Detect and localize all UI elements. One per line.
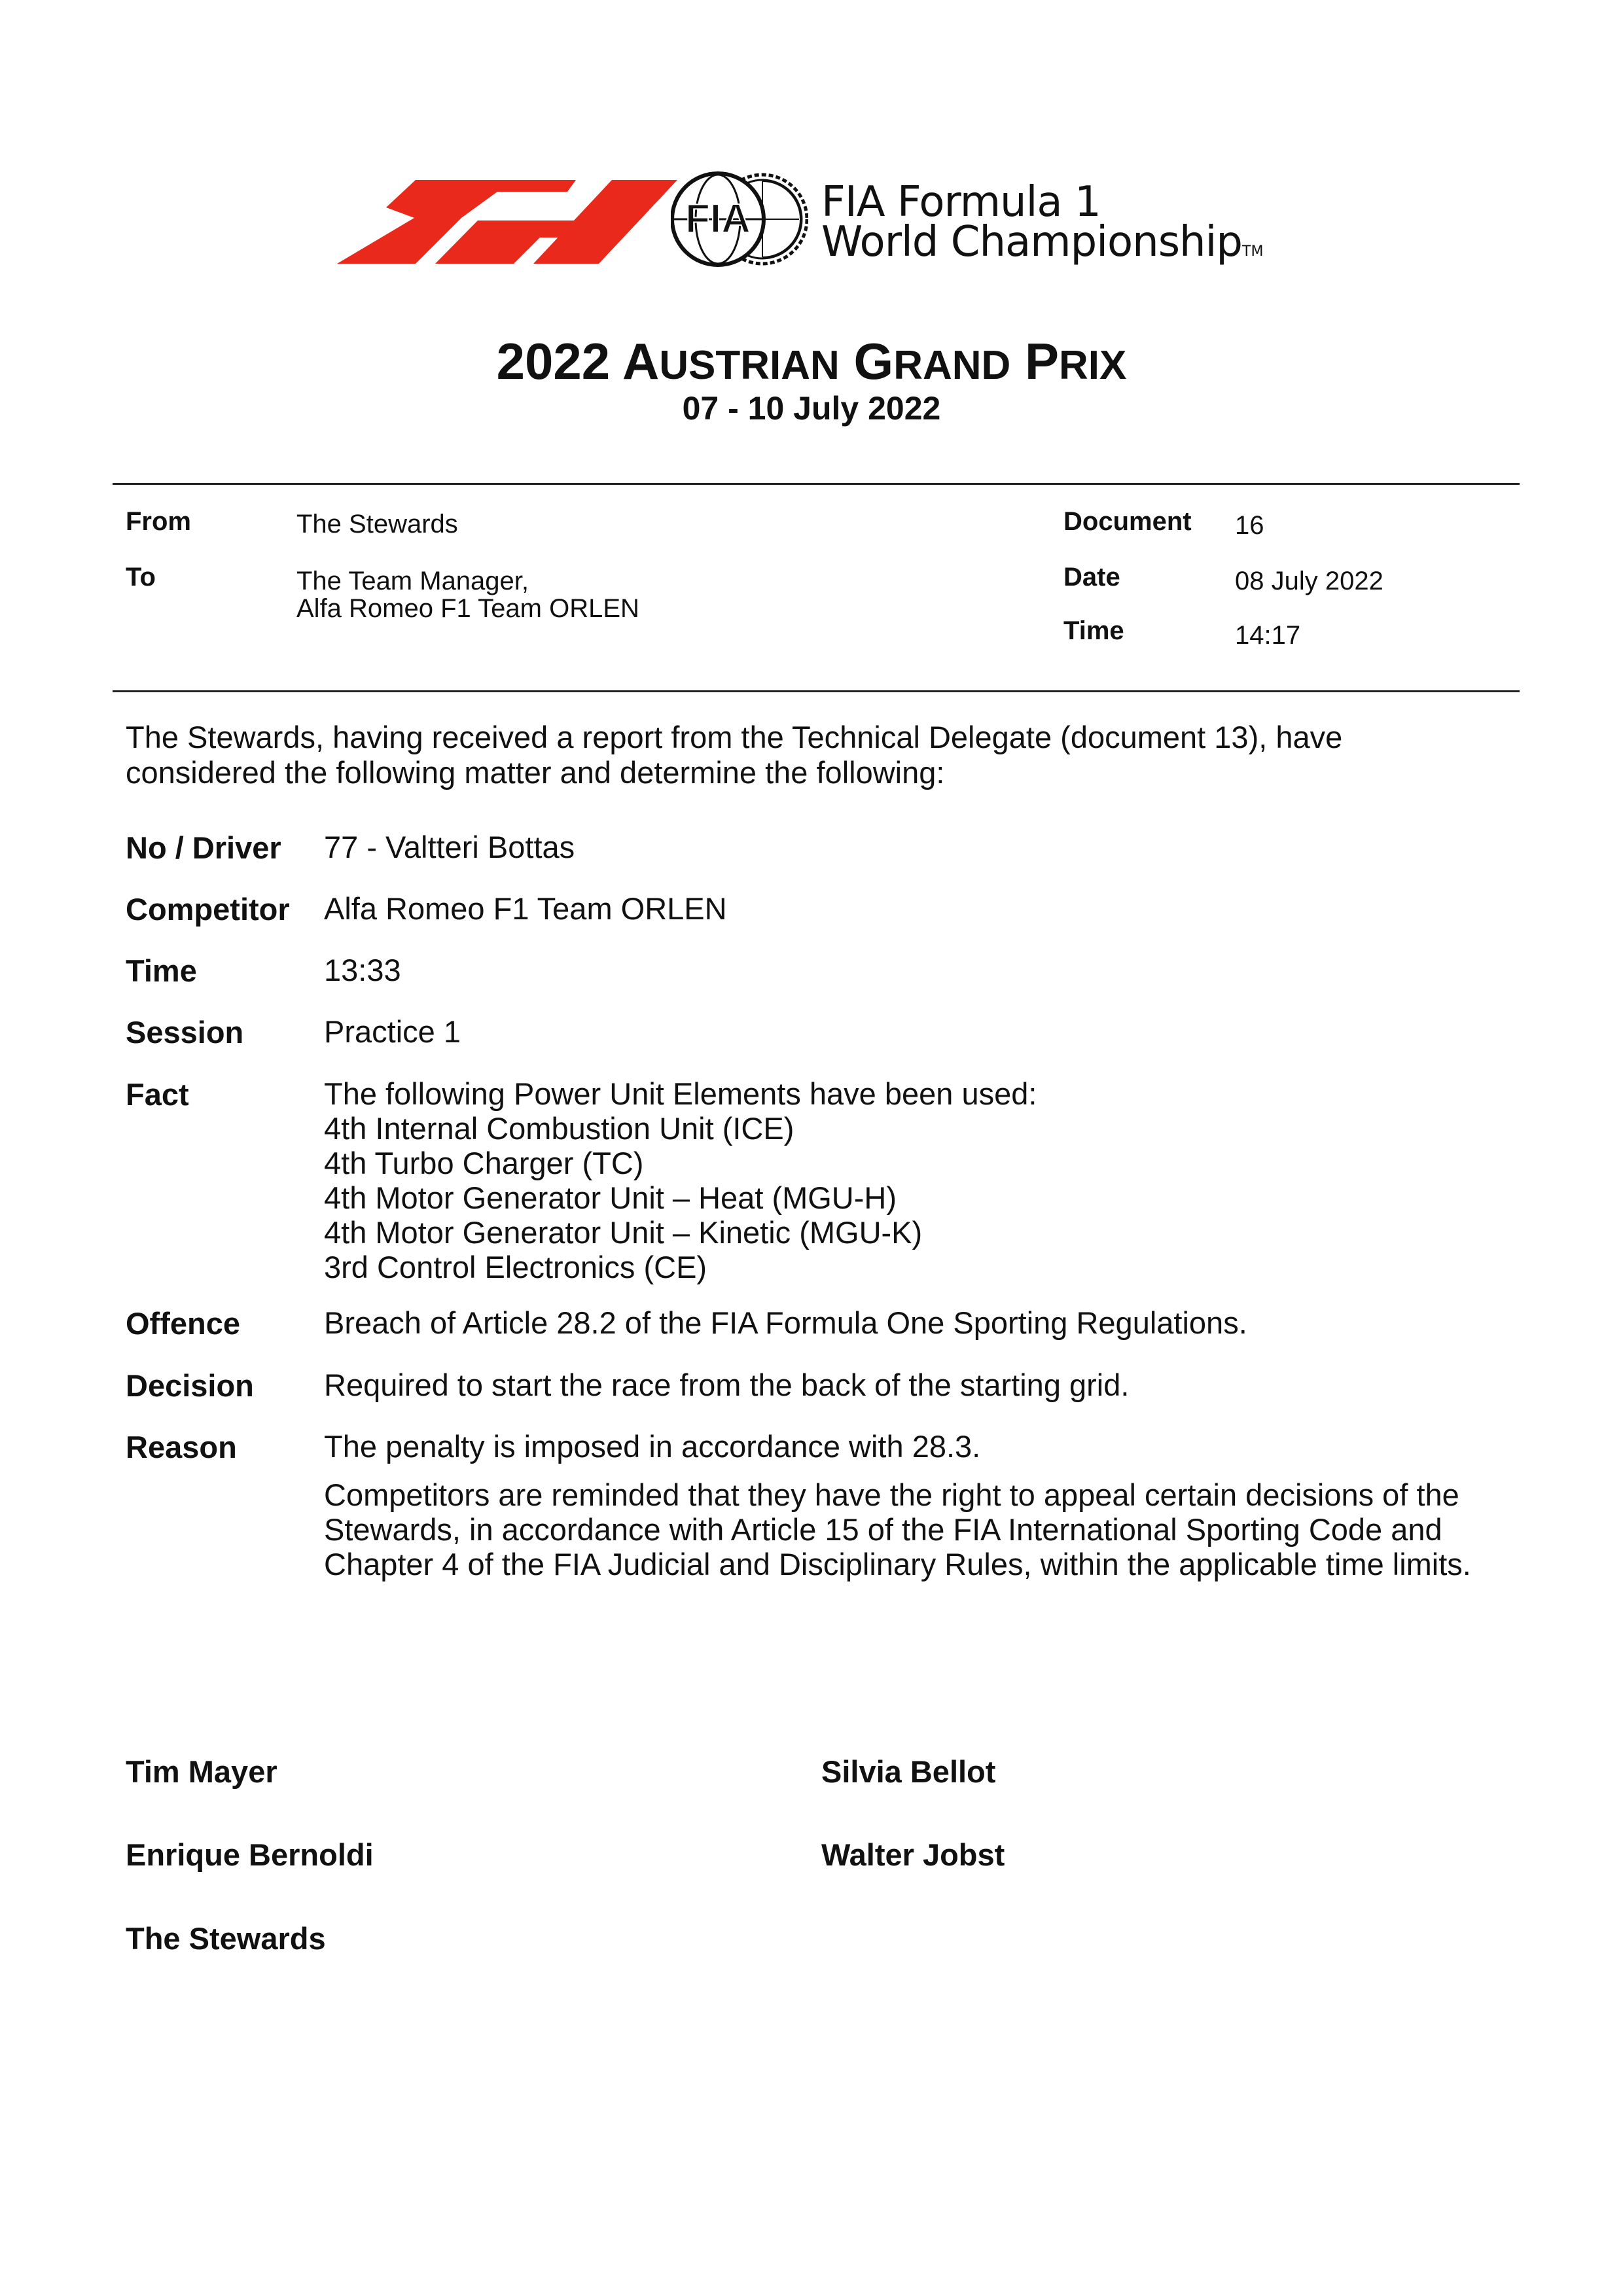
fact-line: 4th Motor Generator Unit – Heat (MGU-H) xyxy=(324,1180,897,1215)
championship-name-line2-text: World Championship xyxy=(821,218,1242,266)
title-word: PRIX xyxy=(1024,332,1127,390)
time-value: 14:17 xyxy=(1235,621,1301,650)
divider-top xyxy=(113,483,1520,485)
intro-paragraph xyxy=(126,720,1500,790)
reason-label: Reason xyxy=(126,1430,237,1464)
fact-line: 4th Motor Generator Unit – Kinetic (MGU-K) xyxy=(324,1215,923,1250)
offence-value: Breach of Article 28.2 of the FIA Formula One Sporting Regulations. xyxy=(324,1305,1247,1340)
to-label: To xyxy=(126,563,156,592)
appeal-line: Competitors are reminded that they have the right to appeal certain decisions of the xyxy=(324,1477,1459,1512)
championship-name-line2 xyxy=(821,218,1263,266)
intro-line: considered the following matter and determine the following: xyxy=(126,755,945,790)
driver-value: 77 - Valtteri Bottas xyxy=(324,830,575,864)
fact-line: The following Power Unit Elements have been used: xyxy=(324,1076,1037,1111)
decision-label: Decision xyxy=(126,1368,254,1403)
appeal-line: Chapter 4 of the FIA Judicial and Disciplinary Rules, within the applicable time limits. xyxy=(324,1547,1471,1581)
decision-value: Required to start the race from the back of the starting grid. xyxy=(324,1368,1130,1402)
championship-name-line1: FIA Formula 1 xyxy=(821,178,1101,226)
fact-line: 3rd Control Electronics (CE) xyxy=(324,1250,707,1284)
appeal-notice xyxy=(324,1477,1515,1581)
fact-label: Fact xyxy=(126,1077,189,1112)
from-label: From xyxy=(126,507,191,536)
session-value: Practice 1 xyxy=(324,1014,461,1049)
incident-time-label: Time xyxy=(126,953,197,988)
competitor-value: Alfa Romeo F1 Team ORLEN xyxy=(324,891,727,926)
from-value: The Stewards xyxy=(296,510,458,539)
title-year: 2022 xyxy=(496,332,611,390)
date-label: Date xyxy=(1063,563,1120,592)
to-value-line2: Alfa Romeo F1 Team ORLEN xyxy=(296,594,639,623)
intro-line: The Stewards, having received a report from the Technical Delegate (document 13), have xyxy=(126,720,1343,754)
reason-value: The penalty is imposed in accordance with 28.3. xyxy=(324,1429,981,1464)
signature-footer: The Stewards xyxy=(126,1921,326,1956)
fact-line: 4th Turbo Charger (TC) xyxy=(324,1146,644,1180)
fia-seal-icon xyxy=(671,167,808,272)
time-label: Time xyxy=(1063,616,1124,645)
session-label: Session xyxy=(126,1015,244,1050)
appeal-line: Stewards, in accordance with Article 15 of the FIA International Sporting Code and xyxy=(324,1512,1442,1547)
title-word: AUSTRIAN xyxy=(622,332,840,390)
document-number: 16 xyxy=(1235,511,1264,540)
date-value: 08 July 2022 xyxy=(1235,567,1383,595)
header-logo xyxy=(337,167,1319,281)
trademark-mark: TM xyxy=(1242,243,1264,260)
steward-name: Silvia Bellot xyxy=(821,1754,996,1789)
offence-label: Offence xyxy=(126,1306,240,1341)
title-word: GRAND xyxy=(853,332,1011,390)
event-dates: 07 - 10 July 2022 xyxy=(682,390,941,427)
to-value-line1: The Team Manager, xyxy=(296,567,529,595)
steward-name: Tim Mayer xyxy=(126,1754,277,1789)
driver-label: No / Driver xyxy=(126,830,281,865)
divider-bottom xyxy=(113,690,1520,692)
fia-seal-text: FIA xyxy=(685,196,751,241)
to-value xyxy=(296,566,639,624)
steward-name: Enrique Bernoldi xyxy=(126,1837,374,1872)
document-label: Document xyxy=(1063,507,1192,536)
competitor-label: Competitor xyxy=(126,892,290,927)
fact-value xyxy=(324,1076,1515,1284)
incident-time-value: 13:33 xyxy=(324,953,401,987)
f1-logo-icon xyxy=(337,180,677,265)
event-title xyxy=(0,330,1623,397)
steward-name: Walter Jobst xyxy=(821,1837,1005,1872)
fact-line: 4th Internal Combustion Unit (ICE) xyxy=(324,1111,794,1146)
